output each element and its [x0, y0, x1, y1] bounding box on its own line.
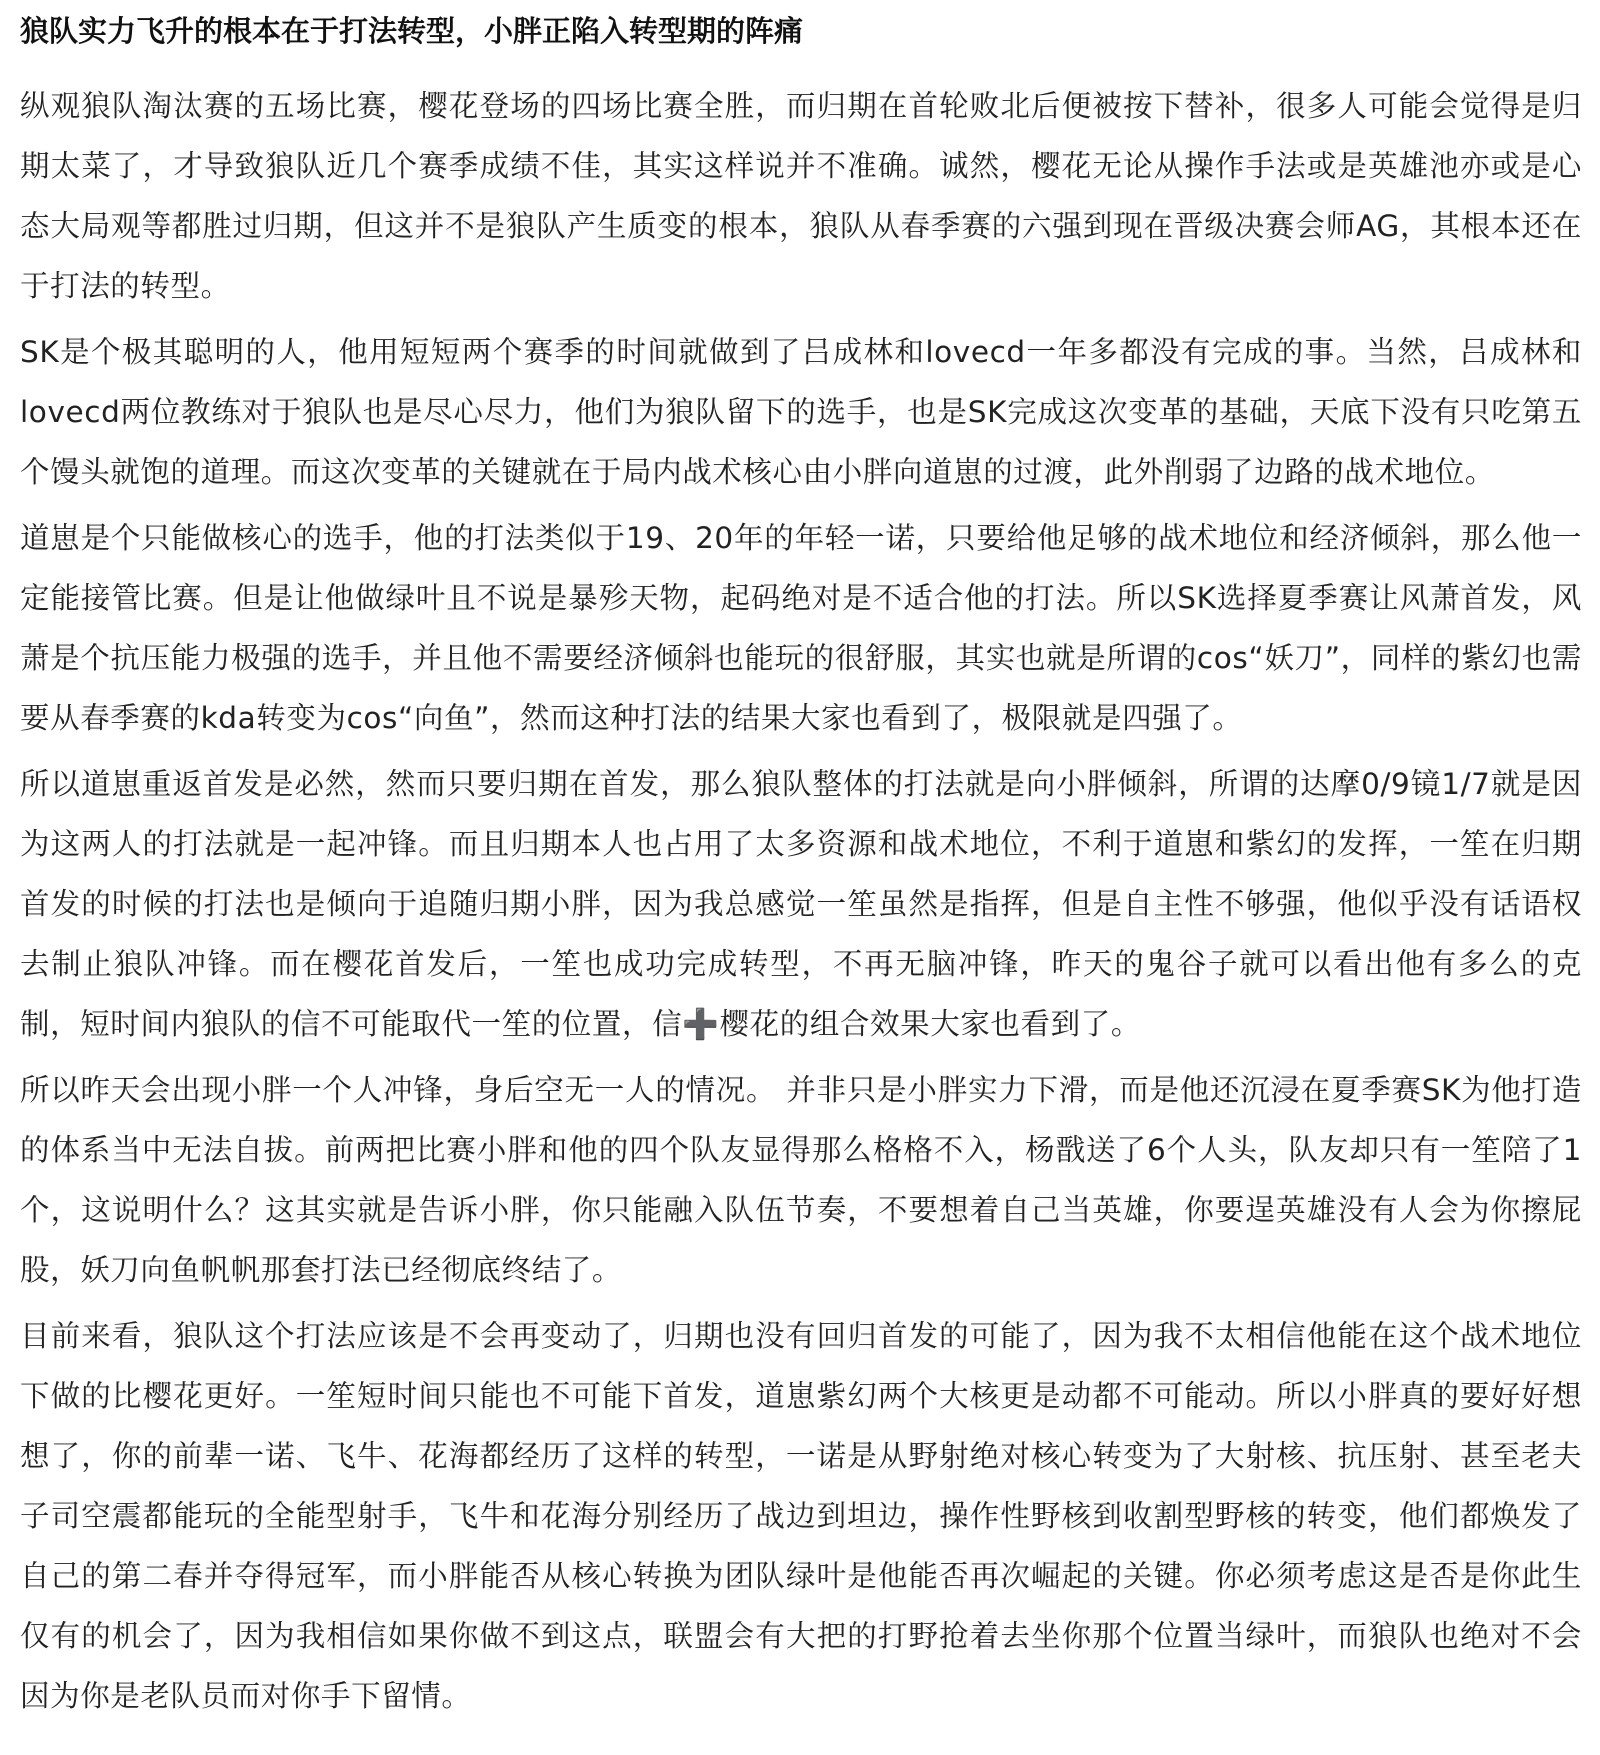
paragraph-4: 所以道崽重返首发是必然，然而只要归期在首发，那么狼队整体的打法就是向小胖倾斜，所谓的达摩0/9镜1/7就是因为这两人的打法就是一起冲锋。而且归期本人也占用了太多资源和战术地位，不利于道崽和紫幻的发挥，一笙在归期首发的时候的打法也是倾向于追随归期小胖，因为我总感觉一笙虽然是指挥，但是自主性不够强，他似乎没有话语权去制止狼队冲锋。而在樱花首发后，一笙也成功完成转型，不再无脑冲锋，昨天的鬼谷子就可以看出他有多么的克制，短时间内狼队的信不可能取代一笙的位置，信➕樱花的组合效果大家也看到了。 [20, 767, 1582, 1041]
paragraph-3: 道崽是个只能做核心的选手，他的打法类似于19、20年的年轻一诺，只要给他足够的战术地位和经济倾斜，那么他一定能接管比赛。但是让他做绿叶且不说是暴殄天物，起码绝对是不适合他的打法。所以SK选择夏季赛让风萧首发，风萧是个抗压能力极强的选手，并且他不需要经济倾斜也能玩的很舒服，其实也就是所谓的cos“妖刀”，同样的紫幻也需要从春季赛的kda转变为cos“向鱼”，然而这种打法的结果大家也看到了，极限就是四强了。 [20, 521, 1582, 735]
paragraph-2: SK是个极其聪明的人，他用短短两个赛季的时间就做到了吕成林和lovecd一年多都没有完成的事。当然，吕成林和lovecd两位教练对于狼队也是尽心尽力，他们为狼队留下的选手，也是SK完成这次变革的基础，天底下没有只吃第五个馒头就饱的道理。而这次变革的关键就在于局内战术核心由小胖向道崽的过渡，此外削弱了边路的战术地位。 [20, 335, 1582, 489]
paragraph-5: 所以昨天会出现小胖一个人冲锋，身后空无一人的情况。 并非只是小胖实力下滑，而是他还沉浸在夏季赛SK为他打造的体系当中无法自拔。前两把比赛小胖和他的四个队友显得那么格格不入，杨戬送了6个人头，队友却只有一笙陪了1个，这说明什么？这其实就是告诉小胖，你只能融入队伍节奏，不要想着自己当英雄，你要逞英雄没有人会为你擦屁股，妖刀向鱼帆帆那套打法已经彻底终结了。 [20, 1073, 1582, 1287]
paragraph-1: 纵观狼队淘汰赛的五场比赛，樱花登场的四场比赛全胜，而归期在首轮败北后便被按下替补，很多人可能会觉得是归期太菜了，才导致狼队近几个赛季成绩不佳，其实这样说并不准确。诚然，樱花无论从操作手法或是英雄池亦或是心态大局观等都胜过归期，但这并不是狼队产生质变的根本，狼队从春季赛的六强到现在晋级决赛会师AG，其根本还在于打法的转型。 [20, 89, 1582, 303]
article-title: 狼队实力飞升的根本在于打法转型，小胖正陷入转型期的阵痛 [20, 14, 804, 48]
paragraph-6: 目前来看，狼队这个打法应该是不会再变动了，归期也没有回归首发的可能了，因为我不太相信他能在这个战术地位下做的比樱花更好。一笙短时间只能也不可能下首发，道崽紫幻两个大核更是动都不可能动。所以小胖真的要好好想想了，你的前辈一诺、飞牛、花海都经历了这样的转型，一诺是从野射绝对核心转变为了大射核、抗压射、甚至老夫子司空震都能玩的全能型射手，飞牛和花海分别经历了战边到坦边，操作性野核到收割型野核的转变，他们都焕发了自己的第二春并夺得冠军，而小胖能否从核心转换为团队绿叶是他能否再次崛起的关键。你必须考虑这是否是你此生仅有的机会了，因为我相信如果你做不到这点，联盟会有大把的打野抢着去坐你那个位置当绿叶，而狼队也绝对不会因为你是老队员而对你手下留情。 [20, 1319, 1582, 1713]
